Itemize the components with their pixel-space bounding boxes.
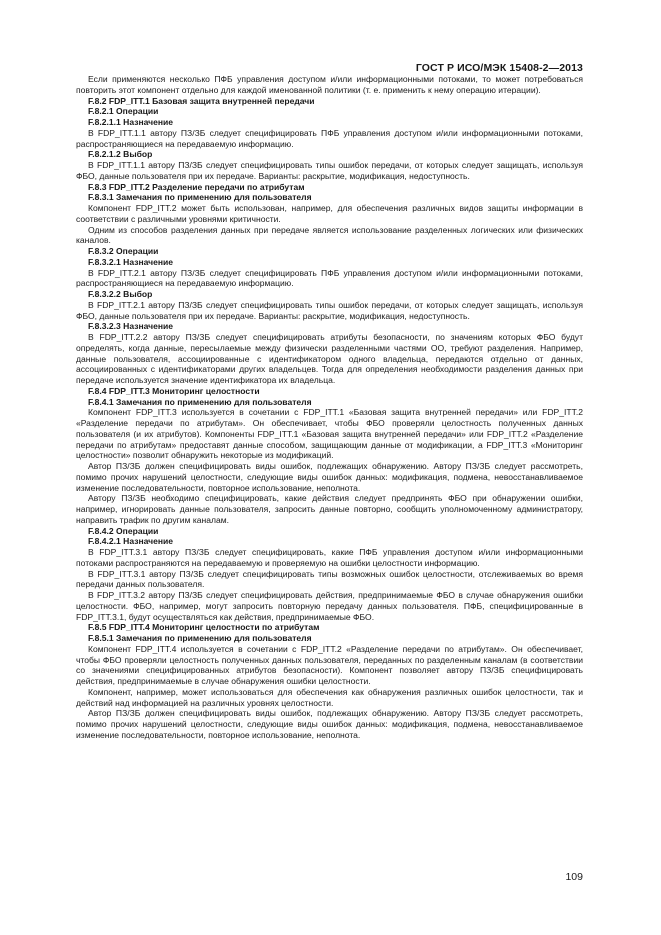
- section-heading: F.8.2.1.1 Назначение: [88, 117, 174, 127]
- body-paragraph: Компонент FDP_ITT.4 используется в сочетании с FDP_ITT.2 «Разделение передачи по атрибутам». Он обеспечивает, чтобы ФБО проверяли целостность полученных данных пользователя, переданных по разделенным каналам (в соответствии со значениями специфицированных атрибутов безопасности). Компонент позволяет автору ПЗ/ЗБ специфицировать действия, предпринимаемые в случае обнаружения ошибки целостности.: [76, 643, 583, 686]
- body-paragraph: В FDP_ITT.2.2 автору ПЗ/ЗБ следует специфицировать атрибуты безопасности, по значениям которых ФБО будут определять, когда данные, пересылаемые между физически разделенными частями ОО, требуют разделения. Например, данные пользователя, ассоциированные с идентификатором одного владельца, передаются отдельно от данных, ассоциированных с идентификаторами других владельцев. Тогда для определения необходимости разделения данных при передаче используется значение идентификатора их владельца.: [76, 332, 583, 385]
- body-paragraph: Если применяются несколько ПФБ управления доступом и/или информационными потоками, то может потребоваться повторить этот компонент отдельно для каждой именованной политики (т. е. применить к нему операцию итерации).: [76, 74, 583, 95]
- section-heading: F.8.3.2 Операции: [88, 246, 159, 256]
- section-heading: F.8.3.2.3 Назначение: [88, 321, 174, 332]
- section-heading: F.8.2 FDP_ITT.1 Базовая защита внутренней передачи: [88, 95, 315, 106]
- section-heading: F.8.4.1 Замечания по применению для пользователя: [88, 396, 312, 407]
- section-heading: F.8.3.2.2 Выбор: [88, 289, 153, 299]
- section-heading: F.8.3.2.1 Назначение: [88, 256, 174, 267]
- section-heading: F.8.3.1 Замечания по применению для пользователя: [88, 192, 312, 203]
- body-paragraph: Одним из способов разделения данных при передаче является использование разделенных логических или физических каналов.: [76, 224, 583, 246]
- section-heading: F.8.4.2.1 Назначение: [88, 536, 174, 547]
- body-paragraph: В FDP_ITT.1.1 автору ПЗ/ЗБ следует специфицировать типы ошибок передачи, от которых следует защищать, используя ФБО, данные пользователя при их передаче. Варианты: раскрытие, модификация, недоступность.: [76, 160, 583, 181]
- body-paragraph: Автор ПЗ/ЗБ должен специфицировать виды ошибок, подлежащих обнаружению. Автору ПЗ/ЗБ следует рассмотреть, помимо прочих нарушений целостности, следующие виды ошибок данных: модификация, подмена, невосстанавливаемое изменение последовательности, повторное использование, неполнота.: [76, 461, 583, 493]
- body-paragraph: В FDP_ITT.3.1 автору ПЗ/ЗБ следует специфицировать, какие ПФБ управления доступом и/или информационными потоками распространяются на передаваемую и проверяемую на ошибки целостности информацию.: [76, 547, 583, 568]
- section-heading: F.8.2.1 Операции: [88, 106, 159, 117]
- body-paragraph: В FDP_ITT.3.1 автору ПЗ/ЗБ следует специфицировать типы возможных ошибок целостности, отслеживаемых во время передачи данных пользователя.: [76, 568, 583, 590]
- document-id-header: ГОСТ Р ИСО/МЭК 15408-2—2013: [415, 62, 583, 74]
- section-heading: F.8.5.1 Замечания по применению для пользователя: [88, 633, 312, 643]
- body-paragraph: Автору ПЗ/ЗБ необходимо специфицировать, какие действия следует предпринять ФБО при обнаружении ошибки, например, игнорировать данные пользователя, запросить данные повторно, сообщить уполномоченному администратору, направить трафик по другим каналам.: [76, 493, 583, 525]
- body-paragraph: Компонент FDP_ITT.2 может быть использован, например, для обеспечения различных видов защиты информации в соответствии с различными уровнями критичности.: [76, 203, 583, 224]
- section-heading: F.8.4.2 Операции: [88, 525, 159, 536]
- body-paragraph: Компонент FDP_ITT.3 используется в сочетании с FDP_ITT.1 «Базовая защита внутренней передачи» или FDP_ITT.2 «Разделение передачи по атрибутам». Он обеспечивает, чтобы ФБО проверяли целостность полученных данных пользователя (и их атрибутов). Компоненты FDP_ITT.1 «Базовая защита внутренней передачи» или FDP_ITT.2 «Разделение передачи по атрибутам» предоставят данные способом, защищающим данные от модификации, а FDP_ITT.3 «Мониторинг целостности» позволит обнаружить некоторые из модификаций.: [76, 407, 583, 461]
- page-number: 109: [565, 871, 583, 883]
- body-paragraph: Компонент, например, может использоваться для обеспечения как обнаружения различных ошибок целостности, так и действий над информацией на различных уровнях целостности.: [76, 686, 583, 708]
- body-paragraph: В FDP_ITT.1.1 автору ПЗ/ЗБ следует специфицировать ПФБ управления доступом и/или информационными потоками, распространяющиеся на передаваемую информацию.: [76, 127, 583, 149]
- document-body: [76, 74, 583, 741]
- body-paragraph: В FDP_ITT.2.1 автору ПЗ/ЗБ следует специфицировать ПФБ управления доступом и/или информационными потоками, распространяющиеся на передаваемую информацию.: [76, 267, 583, 289]
- section-heading: F.8.5 FDP_ITT.4 Мониторинг целостности по атрибутам: [88, 622, 320, 633]
- section-heading: F.8.4 FDP_ITT.3 Мониторинг целостности: [88, 385, 260, 396]
- body-paragraph: В FDP_ITT.3.2 автору ПЗ/ЗБ следует специфицировать действия, предпринимаемые ФБО в случае обнаружения ошибки целостности. ФБО, например, могут запросить повторную передачу данных пользователя. ПФБ, специфицированные в FDP_ITT.3.1, будут осуществляться как действия, предпринимаемые ФБО.: [76, 590, 583, 622]
- body-paragraph: Автор ПЗ/ЗБ должен специфицировать виды ошибок, подлежащих обнаружению. Автору ПЗ/ЗБ следует рассмотреть, помимо прочих нарушений целостности, следующие виды ошибок данных: модификация, подмена, невосстанавливаемое изменение последовательности, повторное использование, неполнота.: [76, 708, 583, 740]
- section-heading: F.8.3 FDP_ITT.2 Разделение передачи по атрибутам: [88, 181, 305, 192]
- body-paragraph: В FDP_ITT.2.1 автору ПЗ/ЗБ следует специфицировать типы ошибок передачи, от которых следует защищать, используя ФБО, данные пользователя при их передаче. Варианты: раскрытие, модификация, недоступность.: [76, 299, 583, 321]
- section-heading: F.8.2.1.2 Выбор: [88, 149, 153, 160]
